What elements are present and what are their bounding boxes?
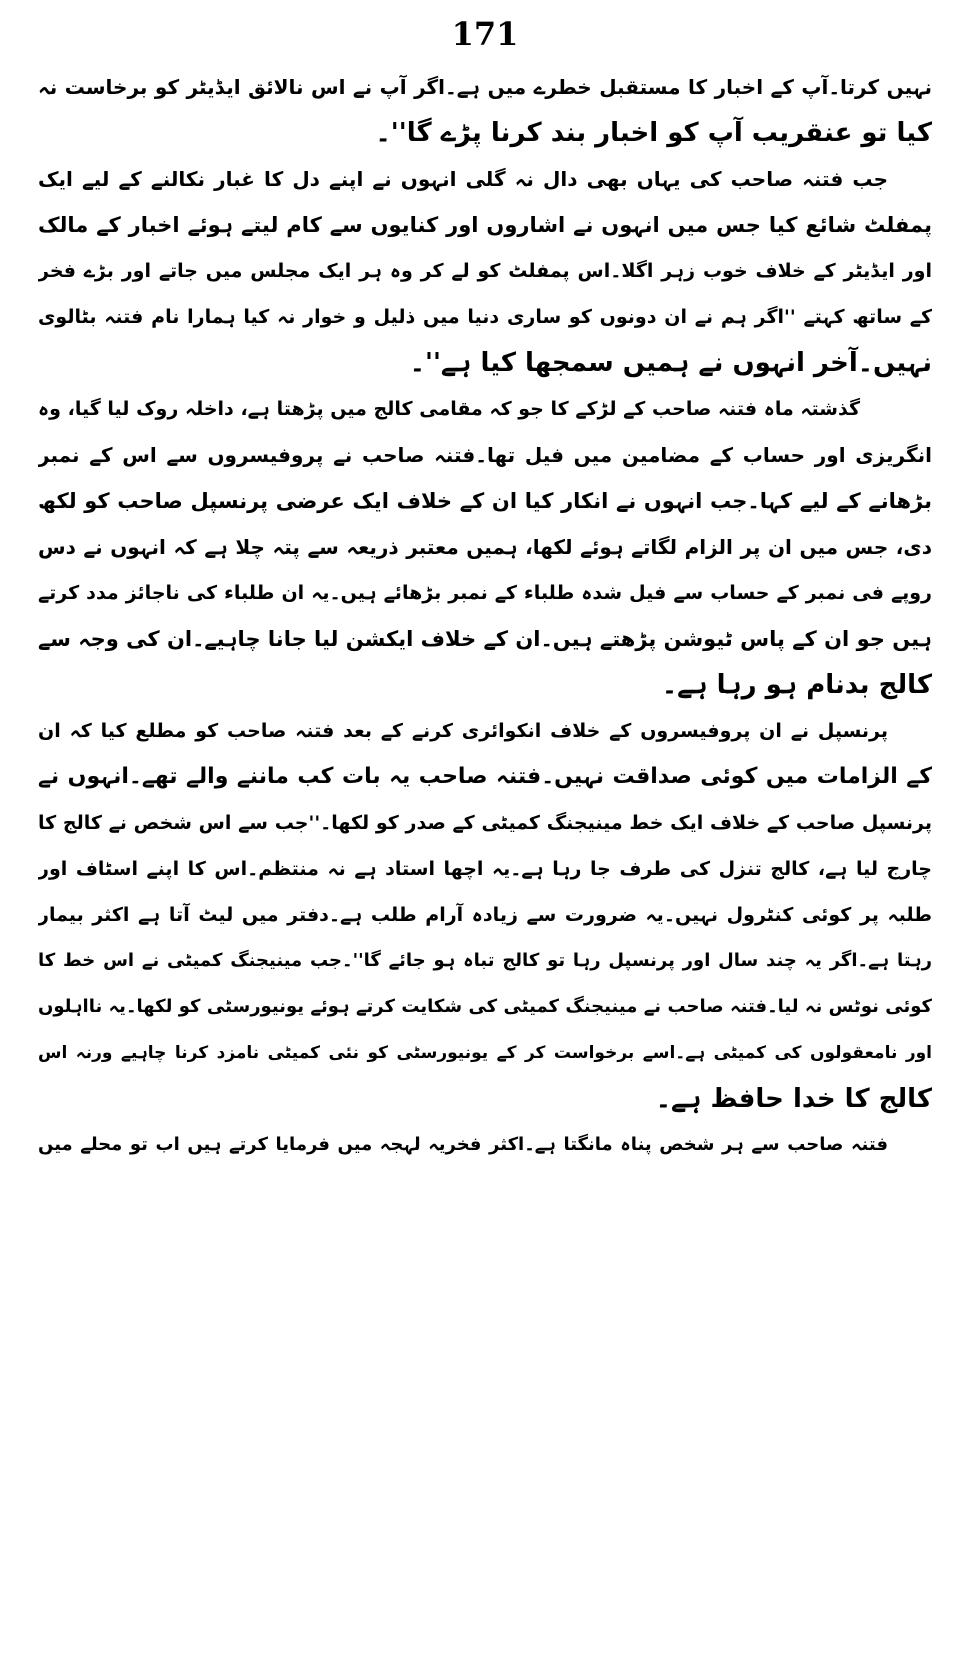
paragraph: [38, 156, 932, 386]
text-line: رہتا ہے۔اگر یہ چند سال اور پرنسپل رہا تو کالج تباہ ہو جائے گا''۔جب مینیجنگ کمیٹی نے اس خط کا: [38, 950, 932, 971]
text-line: انگریزی اور حساب کے مضامین میں فیل تھا۔فتنہ صاحب نے پروفیسروں سے اس کے نمبر: [38, 443, 932, 467]
paragraph: [38, 64, 932, 156]
text-line: پرنسپل نے ان پروفیسروں کے خلاف انکوائری کرنے کے بعد فتنہ صاحب کو مطلع کیا کہ ان: [38, 720, 888, 742]
page-body: [38, 64, 932, 1168]
text-line: اور ایڈیٹر کے خلاف خوب زہر اگلا۔اس پمفلٹ کو لے کر وہ ہر ایک مجلس میں جاتے اور بڑے فخر: [38, 260, 932, 282]
text-line: چارج لیا ہے، کالج تنزل کی طرف جا رہا ہے۔یہ اچھا استاد ہے نہ منتظم۔اس کا اپنے اسٹاف اور: [38, 858, 932, 880]
text-line: کالج کا خدا حافظ ہے۔: [655, 1084, 932, 1114]
text-line: کے ساتھ کہتے ''اگر ہم نے ان دونوں کو ساری دنیا میں ذلیل و خوار نہ کیا ہمارا نام فتنہ بٹالوی: [38, 306, 932, 328]
text-line: بڑھانے کے لیے کہا۔جب انہوں نے انکار کیا ان کے خلاف ایک عرضی پرنسپل صاحب کو لکھ: [38, 489, 932, 513]
text-line: گذشتہ ماہ فتنہ صاحب کے لڑکے کا جو کہ مقامی کالج میں پڑھتا ہے، داخلہ روک لیا گیا، وہ: [38, 398, 860, 420]
text-line: ہیں جو ان کے پاس ٹیوشن پڑھتے ہیں۔ان کے خلاف ایکشن لیا جانا چاہیے۔ان کی وجہ سے: [38, 627, 932, 651]
text-line: پرنسپل صاحب کے خلاف ایک خط مینیجنگ کمیٹی کے صدر کو لکھا۔''جب سے اس شخص نے کالج کا: [38, 812, 932, 834]
text-line: فتنہ صاحب سے ہر شخص پناہ مانگتا ہے۔اکثر فخریہ لہجہ میں فرمایا کرتے ہیں اب تو محلے میں: [38, 1134, 888, 1155]
text-line: پمفلٹ شائع کیا جس میں انہوں نے اشاروں اور کنایوں سے کام لیتے ہوئے اخبار کے مالک: [38, 213, 932, 237]
text-line: کیا تو عنقریب آپ کو اخبار بند کرنا پڑے گا''۔: [375, 118, 932, 148]
text-line: روپے فی نمبر کے حساب سے فیل شدہ طلباء کے نمبر بڑھائے ہیں۔یہ ان طلباء کی ناجائز مدد کرتے: [38, 582, 932, 604]
text-line: دی، جس میں ان پر الزام لگاتے ہوئے لکھا، ہمیں معتبر ذریعہ سے پتہ چلا ہے کہ انہوں نے دس: [38, 535, 932, 559]
page-number: 171: [451, 15, 519, 53]
text-line: طلبہ پر کوئی کنٹرول نہیں۔یہ ضرورت سے زیادہ آرام طلب ہے۔دفتر میں لیٹ آتا ہے اکثر بیمار: [38, 904, 932, 926]
text-line: نہیں۔آخر انہوں نے ہمیں سمجھا کیا ہے''۔: [409, 348, 932, 378]
paragraph: [38, 386, 932, 708]
text-line: جب فتنہ صاحب کی یہاں بھی دال نہ گلی انہوں نے اپنے دل کا غبار نکالنے کے لیے ایک: [38, 167, 888, 191]
text-line: کے الزامات میں کوئی صداقت نہیں۔فتنہ صاحب یہ بات کب ماننے والے تھے۔انہوں نے: [38, 764, 932, 789]
paragraph: [38, 708, 932, 1122]
paragraph: [38, 1122, 932, 1168]
text-line: کالج بدنام ہو رہا ہے۔: [661, 670, 932, 700]
text-line: نہیں کرتا۔آپ کے اخبار کا مستقبل خطرے میں ہے۔اگر آپ نے اس نالائق ایڈیٹر کو برخاست نہ: [38, 75, 932, 99]
text-line: کوئی نوٹس نہ لیا۔فتنہ صاحب نے مینیجنگ کمیٹی کی شکایت کرتے ہوئے یونیورسٹی کو لکھا۔یہ نااہلوں: [38, 996, 932, 1017]
text-line: اور نامعقولوں کی کمیٹی ہے۔اسے برخواست کر کے یونیورسٹی کو نئی کمیٹی نامزد کرنا چاہیے ورنہ اس: [38, 1043, 932, 1063]
